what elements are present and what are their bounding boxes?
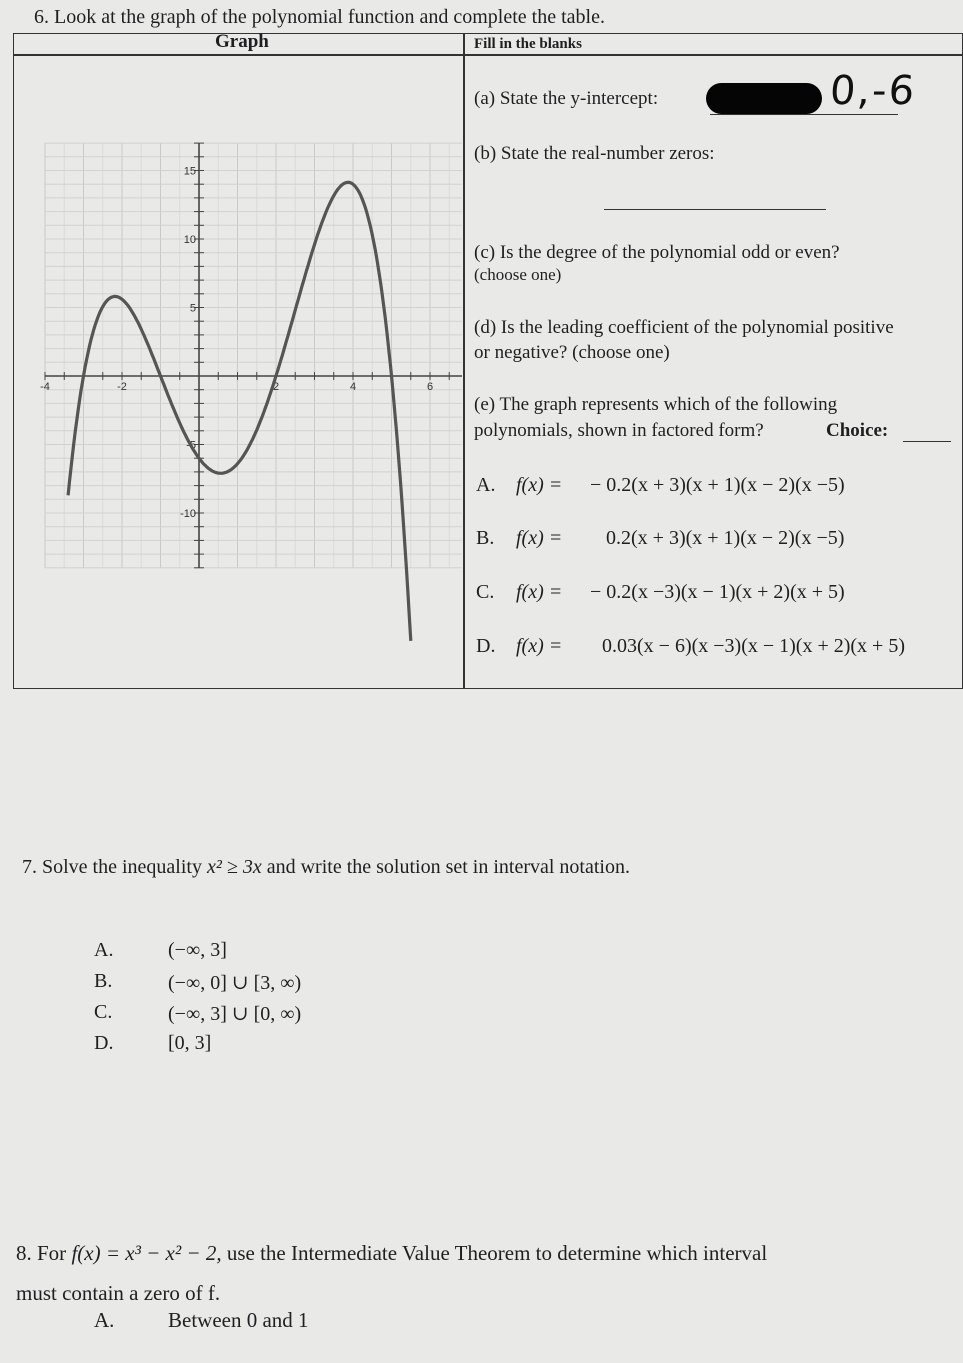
fill-header: Fill in the blanks	[474, 36, 582, 52]
part-a-blank[interactable]	[710, 114, 898, 115]
graph-header: Graph	[215, 31, 269, 52]
part-e-blank[interactable]	[903, 441, 951, 442]
x-tick-label: 4	[349, 381, 357, 393]
y-tick-label: 15	[183, 165, 196, 178]
part-a-label: (a) State the y-intercept:	[474, 88, 659, 109]
part-e-label-2: polynomials, shown in factored form?	[474, 420, 764, 441]
q6-option-a: A. f(x) = − 0.2(x + 3)(x + 1)(x − 2)(x −5)	[476, 474, 845, 496]
y-tick-label: -5	[186, 439, 196, 452]
part-b-blank[interactable]	[604, 209, 826, 210]
part-e-choice: Choice:	[826, 420, 889, 441]
q7-option-a: A. (−∞, 3]	[94, 939, 227, 961]
part-a-handwritten-answer: 0,-6	[828, 68, 918, 114]
graph-axes	[45, 143, 462, 568]
y-tick-label: 10	[183, 234, 196, 246]
q6-option-b: B. f(x) = 0.2(x + 3)(x + 1)(x − 2)(x −5)	[476, 527, 845, 549]
part-c-label: (c) Is the degree of the polynomial odd or even?	[474, 242, 840, 263]
part-d-label: (d) Is the leading coefficient of the polynomial positive	[474, 317, 894, 338]
redaction-mark	[706, 83, 822, 114]
graph-ticks	[40, 143, 462, 568]
part-c-sub: (choose one)	[474, 265, 562, 284]
y-tick-label: -10	[180, 508, 196, 520]
polynomial-graph	[14, 56, 462, 688]
q6-option-d: D. f(x) = 0.03(x − 6)(x −3)(x − 1)(x + 2)(x + 5)	[476, 635, 905, 657]
x-tick-label: 2	[272, 381, 280, 393]
part-e-label: (e) The graph represents which of the following	[474, 394, 838, 415]
x-tick-label: -4	[40, 381, 50, 393]
polynomial-curve	[68, 182, 411, 641]
q6-option-c: C. f(x) = − 0.2(x −3)(x − 1)(x + 2)(x + 5)	[476, 581, 845, 603]
graph-grid	[45, 143, 462, 568]
x-tick-label: 6	[426, 381, 434, 393]
q7-option-c: C. (−∞, 3] ∪ [0, ∞)	[94, 1001, 302, 1025]
q8-line-1: 8. For f(x) = x³ − x² − 2, use the Intermediate Value Theorem to determine which interval	[16, 1241, 768, 1265]
y-tick-label: 5	[189, 302, 196, 315]
q7-title: 7. Solve the inequality x² ≥ 3x and write the solution set in interval notation.	[22, 856, 630, 878]
q8-option-a: A. Between 0 and 1	[94, 1308, 309, 1332]
part-d-label-2: or negative? (choose one)	[474, 342, 670, 363]
q8-line-2: must contain a zero of f.	[16, 1281, 221, 1305]
q6-title: 6. Look at the graph of the polynomial function and complete the table.	[34, 6, 605, 28]
table-divider	[463, 33, 465, 689]
x-tick-label: -2	[117, 381, 127, 393]
q7-option-d: D. [0, 3]	[94, 1032, 212, 1054]
part-b-label: (b) State the real-number zeros:	[474, 143, 715, 164]
q7-option-b: B. (−∞, 0] ∪ [3, ∞)	[94, 970, 302, 994]
